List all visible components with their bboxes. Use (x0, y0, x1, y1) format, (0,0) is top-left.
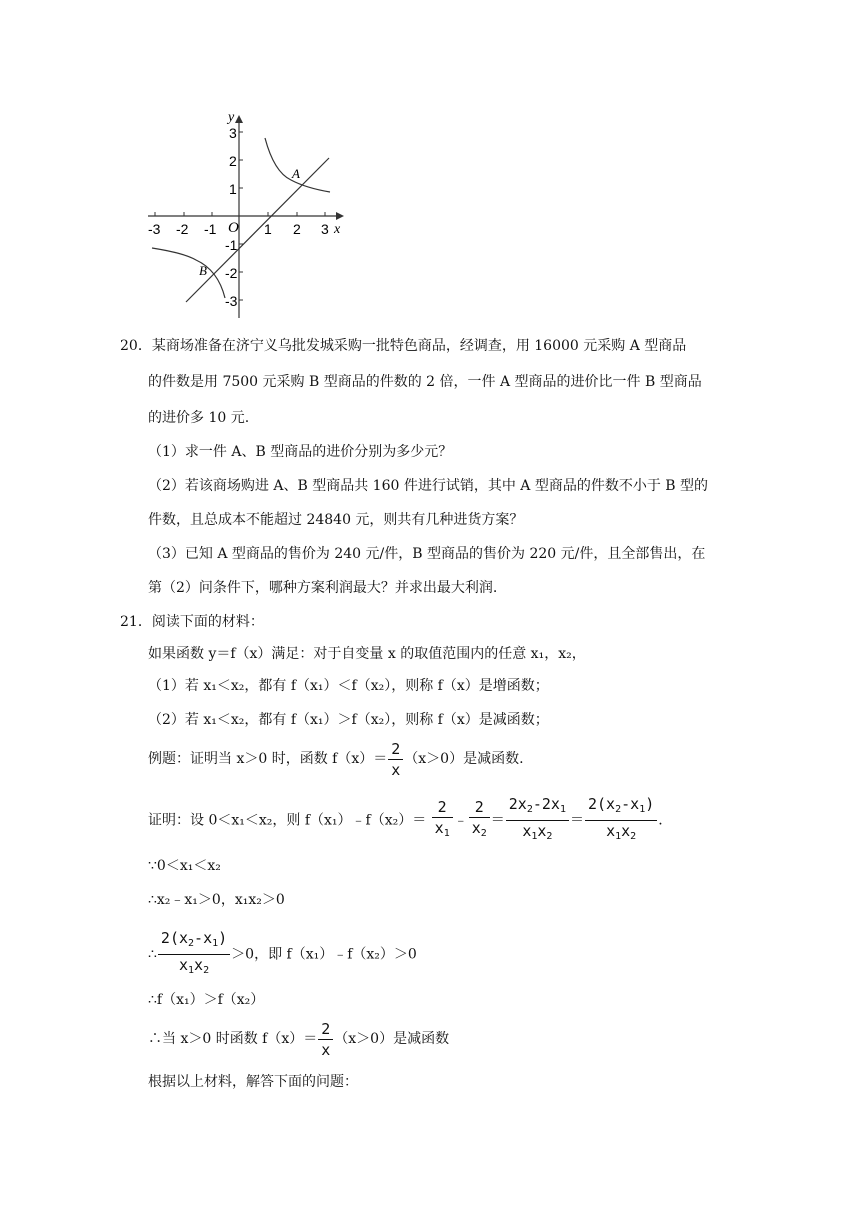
fraction-2-over-x1: $\frac{2}{x_1}$ (432, 797, 453, 844)
q20-part-1: （1）求一件 A、B 型商品的进价分别为多少元？ (148, 444, 453, 460)
y-tick-label: 3 (229, 125, 237, 141)
example-post: （x＞0）是减函数. (404, 751, 524, 767)
x-tick-label: -2 (176, 221, 189, 237)
hyperbola-branch-right (265, 138, 330, 192)
step5-pre: ∴当 x＞0 时函数 f（x）＝ (148, 1031, 318, 1047)
fraction-2-over-x2: $\frac{2}{x_2}$ (469, 797, 490, 844)
q20-line-1 (120, 336, 686, 356)
q21-step-2: ∴x₂﹣x₁＞0，x₁x₂＞0 (148, 892, 285, 908)
x-axis (148, 212, 344, 220)
q21-definition: 如果函数 y＝f（x）满足：对于自变量 x 的取值范围内的任意 x₁，x₂， (148, 646, 586, 662)
q21-condition-2: （2）若 x₁＜x₂，都有 f（x₁）＞f（x₂），则称 f（x）是减函数； (148, 712, 549, 728)
fraction-difference: $\frac{2x_2-2x_1}{x_1x_2}$ (506, 794, 569, 847)
q21-closing: 根据以上材料，解答下面的问题： (148, 1074, 358, 1090)
fraction-2-over-x: $\frac{2}{x}$ (388, 739, 403, 780)
fraction-factored-2: $\frac{2(x_2-x_1)}{x_1x_2}$ (158, 928, 230, 981)
q20-part-3b: 第（2）问条件下，哪种方案利润最大？并求出最大利润. (148, 580, 498, 596)
q20-part-3a: （3）已知 A 型商品的售价为 240 元/件，B 型商品的售价为 220 元/件，且全部售出，在 (148, 546, 706, 562)
q20-part-2b: 件数，且总成本不能超过 24840 元，则共有几种进货方案？ (148, 512, 524, 528)
example-pre: 例题：证明当 x＞0 时，函数 f（x）＝ (148, 751, 388, 767)
x-tick-label: 3 (321, 221, 329, 237)
step5-post: （x＞0）是减函数 (334, 1031, 450, 1047)
q21-step-1: ∵0＜x₁＜x₂ (148, 858, 221, 874)
q20-line-2: 的件数是用 7500 元采购 B 型商品的件数的 2 倍，一件 A 型商品的进价比一件 B 型商品 (148, 374, 702, 390)
q21-proof: 证明：设 0＜x₁＜x₂，则 f（x₁）﹣f（x₂）＝ $\frac{2}{x_1}$ ﹣ $\frac{2}{x_2}$ ＝ $\frac{2x_2-2x_1}{x_1x_2}$ ＝ $\frac{2(x_2-x_1)}{x_1x_2}$ . (148, 794, 663, 847)
point-a-label: A (292, 166, 300, 181)
x-tick-label: 2 (293, 221, 301, 237)
point-b-label: B (199, 263, 207, 278)
q21-step-4: ∴f（x₁）＞f（x₂） (148, 992, 265, 1008)
x-tick-label: -3 (148, 221, 161, 237)
x-tick-label: -1 (204, 221, 217, 237)
q21-step-5 (148, 1018, 449, 1060)
step3-post: ＞0，即 f（x₁）﹣f（x₂）＞0 (231, 946, 417, 963)
proof-pre: 证明：设 0＜x₁＜x₂，则 f（x₁）﹣f（x₂）＝ (148, 812, 427, 829)
q20-number: 20． (120, 338, 152, 354)
q21-intro: 阅读下面的材料： (151, 614, 264, 630)
fraction-factored: $\frac{2(x_2-x_1)}{x_1x_2}$ (585, 794, 657, 847)
fraction-2-over-x-b: $\frac{2}{x}$ (318, 1019, 333, 1060)
y-tick-label: -2 (225, 265, 238, 281)
y-axis-label: y (228, 110, 235, 125)
q20-text: 某商场准备在济宁义乌批发城采购一批特色商品，经调查，用 16000 元采购 A 型商品 (151, 338, 687, 354)
x-axis-label: x (334, 222, 341, 237)
y-tick-label: 2 (229, 153, 237, 169)
q20-line-3: 的进价多 10 元. (148, 410, 250, 426)
q21-step-3: ∴ $\frac{2(x_2-x_1)}{x_1x_2}$ ＞0，即 f（x₁）﹣f（x₂）＞0 (148, 928, 417, 981)
q21-number: 21． (120, 614, 152, 630)
y-tick-label: 1 (229, 181, 237, 197)
q21-line-1 (120, 612, 264, 632)
q20-part-2a: （2）若该商场购进 A、B 型商品共 160 件进行试销，其中 A 型商品的件数不小于 B 型的 (148, 478, 709, 494)
q21-example (148, 738, 524, 780)
x-tick-label: 1 (264, 221, 272, 237)
q21-condition-1: （1）若 x₁＜x₂，都有 f（x₁）＜f（x₂），则称 f（x）是增函数； (148, 678, 549, 694)
function-graph (146, 108, 352, 320)
origin-label: O (228, 220, 239, 236)
y-tick-label: -1 (225, 237, 238, 253)
y-tick-label: -3 (225, 293, 238, 309)
